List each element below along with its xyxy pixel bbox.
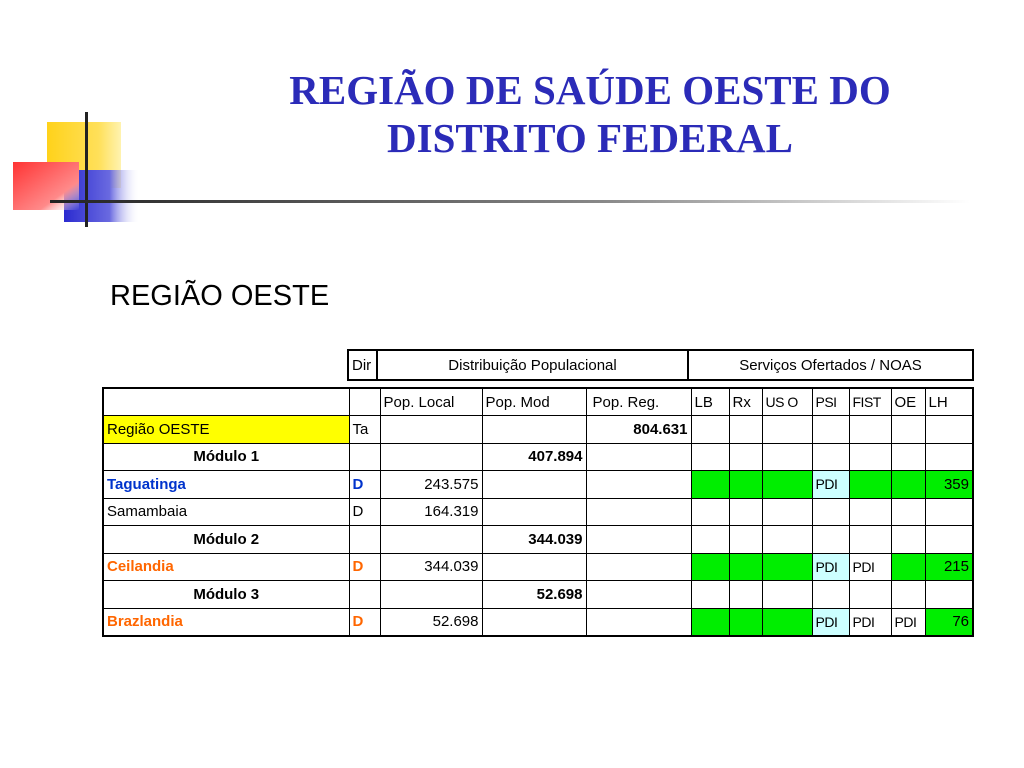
- lh-cell: [925, 498, 973, 526]
- rx-cell: [729, 443, 762, 471]
- col-header-psi: PSI: [812, 388, 849, 416]
- col-header-rx: Rx: [729, 388, 762, 416]
- fist-cell: [849, 581, 891, 609]
- oe-cell: [891, 553, 925, 581]
- fist-cell: [849, 416, 891, 444]
- pop-mod-cell: [482, 416, 586, 444]
- uso-cell: [762, 498, 812, 526]
- col-header-uso: US O: [762, 388, 812, 416]
- pop-local-cell: [380, 526, 482, 554]
- oe-cell: [891, 581, 925, 609]
- uso-cell: [762, 608, 812, 636]
- oe-cell: [891, 471, 925, 499]
- pop-local-cell: 164.319: [380, 498, 482, 526]
- horizontal-rule: [50, 200, 970, 203]
- lb-cell: [691, 498, 729, 526]
- dir-header: Dir: [349, 351, 378, 379]
- pop-mod-cell: [482, 498, 586, 526]
- title-line-1: REGIÃO DE SAÚDE OESTE DO: [289, 67, 891, 113]
- section-subtitle: REGIÃO OESTE: [110, 280, 330, 312]
- pop-mod-cell: 344.039: [482, 526, 586, 554]
- pop-mod-cell: [482, 471, 586, 499]
- dir-cell: [349, 526, 380, 554]
- fist-cell: PDI: [849, 608, 891, 636]
- slide-title: [160, 66, 1020, 162]
- dir-cell: D: [349, 553, 380, 581]
- population-services-table: [102, 387, 974, 637]
- row-label: Taguatinga: [103, 471, 349, 499]
- pop-local-cell: [380, 443, 482, 471]
- lh-cell: [925, 416, 973, 444]
- psi-cell: [812, 498, 849, 526]
- row-label: Módulo 1: [103, 443, 349, 471]
- title-line-2: DISTRITO FEDERAL: [387, 115, 793, 161]
- rx-cell: [729, 416, 762, 444]
- pop-mod-cell: 52.698: [482, 581, 586, 609]
- dir-cell: [349, 443, 380, 471]
- psi-cell: PDI: [812, 608, 849, 636]
- psi-cell: [812, 526, 849, 554]
- dir-cell: D: [349, 498, 380, 526]
- table-row: [103, 471, 973, 499]
- table-row: [103, 526, 973, 554]
- pop-mod-cell: [482, 553, 586, 581]
- table-row: [103, 443, 973, 471]
- pop-mod-cell: [482, 608, 586, 636]
- pop-local-cell: [380, 416, 482, 444]
- lb-cell: [691, 553, 729, 581]
- oe-cell: PDI: [891, 608, 925, 636]
- pop-reg-cell: [586, 581, 691, 609]
- pop-local-cell: 344.039: [380, 553, 482, 581]
- pop-reg-cell: [586, 471, 691, 499]
- rx-cell: [729, 581, 762, 609]
- rx-cell: [729, 553, 762, 581]
- pop-reg-cell: [586, 498, 691, 526]
- fist-cell: PDI: [849, 553, 891, 581]
- col-header-blank: [103, 388, 349, 416]
- lh-cell: 215: [925, 553, 973, 581]
- rx-cell: [729, 526, 762, 554]
- dir-cell: Ta: [349, 416, 380, 444]
- psi-cell: [812, 581, 849, 609]
- pop-mod-cell: 407.894: [482, 443, 586, 471]
- lb-cell: [691, 581, 729, 609]
- dir-cell: [349, 581, 380, 609]
- lb-cell: [691, 471, 729, 499]
- uso-cell: [762, 416, 812, 444]
- fist-cell: [849, 443, 891, 471]
- pop-local-cell: 243.575: [380, 471, 482, 499]
- dir-cell: D: [349, 471, 380, 499]
- rx-cell: [729, 608, 762, 636]
- services-header: Serviços Ofertados / NOAS: [739, 356, 922, 374]
- pop-reg-cell: [586, 526, 691, 554]
- oe-cell: [891, 416, 925, 444]
- table-group-header: [347, 349, 974, 381]
- dir-cell: D: [349, 608, 380, 636]
- row-label: Samambaia: [103, 498, 349, 526]
- table-row: [103, 581, 973, 609]
- row-label: Módulo 3: [103, 581, 349, 609]
- col-header-pop-local: Pop. Local: [380, 388, 482, 416]
- fist-cell: [849, 471, 891, 499]
- oe-cell: [891, 526, 925, 554]
- col-header-pop-reg: Pop. Reg.: [586, 388, 691, 416]
- table-row: [103, 608, 973, 636]
- fist-cell: [849, 498, 891, 526]
- col-header-pop-mod: Pop. Mod: [482, 388, 586, 416]
- col-header-lb: LB: [691, 388, 729, 416]
- uso-cell: [762, 471, 812, 499]
- col-header-oe: OE: [891, 388, 925, 416]
- table-row: [103, 553, 973, 581]
- uso-cell: [762, 581, 812, 609]
- rx-cell: [729, 498, 762, 526]
- oe-cell: [891, 443, 925, 471]
- pop-reg-cell: [586, 443, 691, 471]
- col-header-blank: [349, 388, 380, 416]
- uso-cell: [762, 553, 812, 581]
- lb-cell: [691, 443, 729, 471]
- table-row: [103, 498, 973, 526]
- lb-cell: [691, 608, 729, 636]
- pop-local-cell: 52.698: [380, 608, 482, 636]
- lb-cell: [691, 526, 729, 554]
- psi-cell: [812, 416, 849, 444]
- col-header-fist: FIST: [849, 388, 891, 416]
- lh-cell: 76: [925, 608, 973, 636]
- uso-cell: [762, 526, 812, 554]
- psi-cell: PDI: [812, 553, 849, 581]
- row-label: Região OESTE: [103, 416, 349, 444]
- row-label: Brazlandia: [103, 608, 349, 636]
- lh-cell: [925, 581, 973, 609]
- lh-cell: 359: [925, 471, 973, 499]
- pop-reg-cell: [586, 553, 691, 581]
- fist-cell: [849, 526, 891, 554]
- lh-cell: [925, 526, 973, 554]
- column-header-row: [103, 388, 973, 416]
- pop-reg-cell: [586, 608, 691, 636]
- vertical-rule: [85, 112, 88, 227]
- rx-cell: [729, 471, 762, 499]
- psi-cell: PDI: [812, 471, 849, 499]
- pop-reg-cell: 804.631: [586, 416, 691, 444]
- row-label: Ceilandia: [103, 553, 349, 581]
- psi-cell: [812, 443, 849, 471]
- lb-cell: [691, 416, 729, 444]
- lh-cell: [925, 443, 973, 471]
- oe-cell: [891, 498, 925, 526]
- distribution-header: Distribuição Populacional: [378, 351, 689, 379]
- pop-local-cell: [380, 581, 482, 609]
- table-row: [103, 416, 973, 444]
- uso-cell: [762, 443, 812, 471]
- col-header-lh: LH: [925, 388, 973, 416]
- row-label: Módulo 2: [103, 526, 349, 554]
